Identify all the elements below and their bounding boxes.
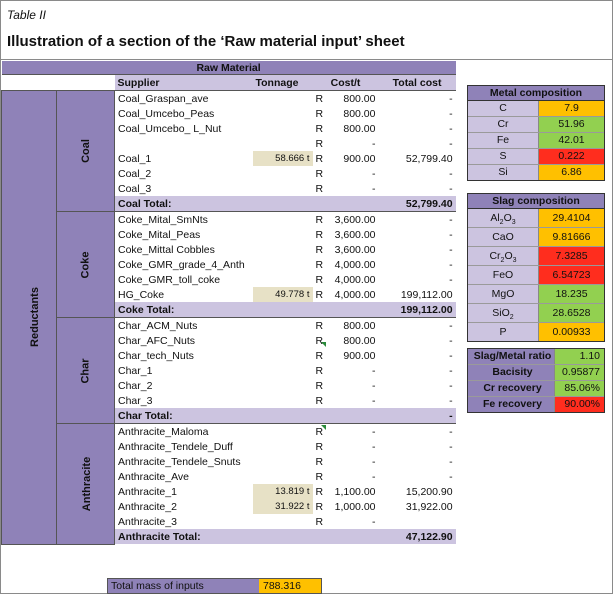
currency-cell: R	[315, 182, 324, 195]
oxide-name: SiO	[492, 307, 510, 319]
supplier-cell: Anthracite_1	[118, 485, 177, 498]
supplier-cell: Coal_Graspan_ave	[115, 91, 253, 107]
total-cost-cell: -	[379, 91, 456, 107]
cost-cell: 3,600.00	[334, 243, 376, 256]
element-value: 51.96	[539, 117, 604, 132]
supplier-cell: Coke_GMR_toll_coke	[118, 273, 221, 286]
metal-row	[468, 117, 604, 133]
group-total-label: Coke Total:	[115, 302, 379, 318]
tonnage-cell	[253, 166, 313, 181]
cell-comment-marker	[321, 425, 326, 430]
oxide-value: 29.4104	[539, 209, 604, 227]
metal-composition-heading: Metal composition	[468, 86, 604, 101]
total-cost-cell: -	[449, 364, 453, 377]
total-cost-cell: -	[449, 273, 453, 286]
total-cost-cell: 199,112.00	[400, 288, 453, 301]
oxide-name: Cr	[489, 250, 501, 262]
total-cost-cell: -	[379, 212, 456, 228]
oxide-value: 28.6528	[539, 304, 604, 322]
cost-cell: -	[372, 470, 376, 483]
total-cost-header: Total cost	[379, 75, 456, 91]
tonnage-cell	[253, 181, 313, 196]
ratio-row	[468, 349, 604, 365]
oxide-label	[468, 209, 539, 227]
cost-cell: 4,000.00	[334, 258, 376, 271]
slag-row	[468, 304, 604, 323]
oxide-label	[468, 323, 539, 341]
total-cost-cell: -	[379, 424, 456, 440]
total-cost-cell: 31,922.00	[405, 500, 453, 513]
currency-cell: R	[315, 288, 324, 301]
tonnage-cell	[253, 91, 313, 107]
group-total-value: -	[379, 408, 456, 424]
tonnage-cell	[253, 424, 313, 440]
oxide-value: 18.235	[539, 285, 604, 303]
oxide-label	[468, 247, 539, 265]
currency-cell: R	[313, 212, 327, 228]
total-cost-cell: -	[379, 318, 456, 334]
supplier-cell: Char_tech_Nuts	[118, 349, 194, 362]
currency-cell: R	[313, 318, 327, 334]
supplier-cell: Coal_Umcebo_ L_Nut	[118, 122, 222, 135]
cost-cell: 1,100.00	[334, 485, 376, 498]
cost-cell: 800.00	[343, 122, 376, 135]
supplier-cell: Char_2	[118, 379, 153, 392]
total-cost-cell: -	[449, 394, 453, 407]
cost-cell: -	[372, 182, 376, 195]
oxide-value: 0.00933	[539, 323, 604, 341]
oxide-name: O	[503, 212, 512, 224]
cost-cell: 3,600.00	[327, 212, 379, 228]
total-cost-cell: -	[449, 258, 453, 271]
cost-cell: -	[372, 379, 376, 392]
element-value: 7.9	[539, 101, 604, 116]
oxide-subscript: 2	[509, 314, 514, 322]
cost-cell: 900.00	[343, 349, 376, 362]
table-label: Table II	[7, 8, 46, 22]
tonnage-cell	[253, 378, 313, 393]
supplier-cell: Anthracite_Tendele_Snuts	[118, 455, 241, 468]
slag-row	[468, 247, 604, 266]
currency-cell: R	[315, 440, 324, 453]
supplier-cell: Anthracite_Ave	[118, 470, 190, 483]
cost-cell: -	[372, 167, 376, 180]
currency-cell: R	[315, 243, 324, 256]
currency-cell: R	[315, 228, 324, 241]
cost-cell: 800.00	[327, 91, 379, 107]
cost-cell: 800.00	[343, 107, 376, 120]
cost-cell: -	[327, 424, 379, 440]
oxide-label	[468, 266, 539, 284]
oxide-name: O	[504, 250, 513, 262]
cost-cell: 4,000.00	[334, 288, 376, 301]
currency-cell: R	[315, 122, 324, 135]
supplier-cell: Coal_2	[118, 167, 152, 180]
element-value: 6.86	[539, 165, 604, 180]
currency-cell: R	[315, 485, 324, 498]
table-row	[2, 212, 456, 228]
page-title: Illustration of a section of the ‘Raw material input’ sheet	[7, 33, 405, 50]
total-cost-cell: -	[449, 122, 453, 135]
supplier-cell: Char_3	[118, 394, 153, 407]
group-cell-coke	[57, 212, 115, 318]
group-label: Coal	[79, 139, 92, 163]
total-mass-label: Total mass of inputs	[108, 579, 259, 593]
cost-cell: 4,000.00	[334, 273, 376, 286]
supplier-cell: Coke_Mital_Peas	[118, 228, 201, 241]
total-cost-cell	[379, 514, 456, 529]
tonnage-header: Tonnage	[253, 75, 313, 91]
group-label: Anthracite	[81, 456, 94, 511]
supplier-cell: Anthracite_Tendele_Duff	[118, 440, 233, 453]
supplier-cell: Coke_Mittal Cobbles	[118, 243, 215, 256]
tonnage-cell	[253, 227, 313, 242]
metal-row	[468, 165, 604, 180]
tonnage-cell	[253, 348, 313, 363]
cost-cell: 1,000.00	[334, 500, 376, 513]
metal-row	[468, 101, 604, 117]
group-cell-anthracite	[57, 424, 115, 545]
cost-cell: -	[372, 440, 376, 453]
slag-composition-heading: Slag composition	[468, 194, 604, 209]
group-cell-coal	[57, 91, 115, 212]
supplier-cell: Anthracite_Maloma	[115, 424, 253, 440]
column-header-row	[2, 75, 456, 91]
group-cell-char	[57, 318, 115, 424]
oxide-name: P	[499, 326, 507, 338]
supplier-cell: Char_ACM_Nuts	[115, 318, 253, 334]
cost-cell: 800.00	[327, 318, 379, 334]
tonnage-cell: 58.666 t	[253, 151, 313, 166]
supplier-cell: Coke_Mital_SmNts	[115, 212, 253, 228]
cost-cell: 3,600.00	[334, 228, 376, 241]
currency-cell: R	[313, 91, 327, 107]
tonnage-cell	[253, 363, 313, 378]
ratio-label: Slag/Metal ratio	[468, 349, 555, 364]
tonnage-cell	[253, 257, 313, 272]
cost-cell: -	[372, 137, 376, 150]
tonnage-cell	[253, 439, 313, 454]
total-cost-cell: -	[449, 349, 453, 362]
element-value: 42.01	[539, 133, 604, 148]
total-cost-cell: -	[449, 137, 453, 150]
category-cell	[2, 91, 57, 545]
oxide-value: 9.81666	[539, 228, 604, 246]
total-cost-cell: 52,799.40	[405, 152, 453, 165]
element-label: C	[468, 101, 539, 116]
ratio-value: 0.95877	[555, 365, 604, 380]
tonnage-cell	[253, 121, 313, 136]
ratio-row	[468, 397, 604, 412]
total-cost-cell: -	[449, 440, 453, 453]
group-total-value: 199,112.00	[379, 302, 456, 318]
raw-material-heading: Raw Material	[2, 61, 456, 75]
category-label: Reductants	[28, 287, 41, 348]
header-spacer	[2, 75, 115, 91]
title-divider	[0, 59, 613, 60]
supplier-cell: Char_1	[118, 364, 153, 377]
slag-row	[468, 228, 604, 247]
element-value: 0.222	[539, 149, 604, 164]
currency-cell: R	[315, 273, 324, 286]
supplier-cell: HG_Coke	[118, 288, 165, 301]
cell-comment-marker	[321, 342, 326, 347]
tonnage-cell	[253, 469, 313, 484]
metal-composition-panel	[467, 85, 605, 181]
element-label: S	[468, 149, 539, 164]
group-total-value: 52,799.40	[379, 196, 456, 212]
oxide-label	[468, 304, 539, 322]
currency-cell: R	[315, 470, 324, 483]
ratio-label: Cr recovery	[468, 381, 555, 396]
total-mass-value: 788.316	[259, 579, 321, 593]
raw-material-table	[1, 61, 456, 545]
tonnage-cell	[253, 272, 313, 287]
raw-material-sheet	[1, 61, 455, 569]
total-cost-cell: -	[449, 379, 453, 392]
total-mass-box	[107, 578, 322, 594]
total-cost-cell: -	[449, 470, 453, 483]
tonnage-cell	[253, 393, 313, 408]
cost-cell: -	[372, 394, 376, 407]
ratio-value: 1.10	[555, 349, 604, 364]
currency-cell: R	[315, 455, 324, 468]
supplier-cell: Anthracite_2	[118, 500, 177, 513]
oxide-name: Al	[490, 212, 500, 224]
table-row	[2, 91, 456, 107]
slag-row	[468, 285, 604, 304]
supplier-cell: Coal_3	[118, 182, 152, 195]
total-cost-cell: -	[449, 182, 453, 195]
currency-cell: R	[315, 258, 324, 271]
total-cost-cell: -	[449, 334, 453, 347]
total-cost-cell: -	[449, 455, 453, 468]
ratio-label: Fe recovery	[468, 397, 555, 412]
ratios-panel	[467, 348, 605, 413]
total-cost-cell: -	[449, 228, 453, 241]
ratio-value: 90.00%	[555, 397, 604, 412]
slag-row	[468, 266, 604, 285]
group-total-value: 47,122.90	[379, 529, 456, 544]
tonnage-cell	[253, 514, 313, 529]
supplier-cell: Coke_GMR_grade_4_Anth	[118, 258, 245, 271]
cost-cell: 900.00	[343, 152, 376, 165]
slag-row	[468, 323, 604, 341]
oxide-subscript: 3	[512, 257, 517, 265]
supplier-header: Supplier	[115, 75, 253, 91]
currency-cell: R	[315, 364, 324, 377]
currency-cell: R	[315, 107, 324, 120]
table-row	[2, 424, 456, 440]
group-total-label: Char Total:	[115, 408, 379, 424]
currency-cell: R	[315, 334, 324, 347]
oxide-subscript: 2	[499, 219, 504, 227]
tonnage-cell: 31.922 t	[253, 499, 313, 514]
ratio-value: 85.06%	[555, 381, 604, 396]
element-label: Cr	[468, 117, 539, 132]
oxide-value: 6.54723	[539, 266, 604, 284]
currency-cell: R	[315, 515, 324, 528]
group-label: Char	[79, 357, 92, 384]
ratio-row	[468, 365, 604, 381]
group-total-label: Anthracite Total:	[115, 529, 379, 544]
currency-cell: R	[315, 137, 324, 150]
total-cost-cell: -	[449, 243, 453, 256]
element-label: Si	[468, 165, 539, 180]
raw-header-row	[2, 61, 456, 75]
supplier-cell: Coal_1	[118, 152, 152, 165]
tonnage-cell: 49.778 t	[253, 287, 313, 302]
currency-cell: R	[315, 379, 324, 392]
slag-row	[468, 209, 604, 228]
cost-cell: 800.00	[343, 334, 376, 347]
currency-cell: R	[315, 152, 324, 165]
tonnage-cell	[253, 136, 313, 151]
oxide-name: FeO	[492, 269, 514, 281]
slag-composition-panel	[467, 193, 605, 342]
supplier-cell	[115, 136, 253, 151]
oxide-value: 7.3285	[539, 247, 604, 265]
tonnage-cell	[253, 212, 313, 228]
oxide-subscript: 2	[500, 257, 505, 265]
supplier-cell: Char_AFC_Nuts	[118, 334, 196, 347]
total-cost-cell: -	[449, 107, 453, 120]
oxide-label	[468, 228, 539, 246]
currency-cell: R	[315, 394, 324, 407]
metal-row	[468, 133, 604, 149]
tonnage-cell	[253, 454, 313, 469]
oxide-subscript: 3	[511, 219, 516, 227]
currency-cell: R	[315, 167, 324, 180]
oxide-name: CaO	[492, 231, 514, 243]
element-label: Fe	[468, 133, 539, 148]
oxide-label	[468, 285, 539, 303]
ratio-label: Bacisity	[468, 365, 555, 380]
cost-cell: -	[372, 515, 376, 528]
metal-row	[468, 149, 604, 165]
tonnage-cell	[253, 333, 313, 348]
total-cost-cell: -	[449, 167, 453, 180]
cost-cell: -	[372, 455, 376, 468]
ratio-row	[468, 381, 604, 397]
currency-cell: R	[315, 500, 324, 513]
supplier-cell: Coal_Umcebo_Peas	[118, 107, 215, 120]
tonnage-cell	[253, 318, 313, 334]
total-cost-cell: 15,200.90	[405, 485, 453, 498]
currency-cell: R	[315, 349, 324, 362]
oxide-name: MgO	[491, 288, 515, 300]
cost-cell: -	[372, 364, 376, 377]
group-label: Coke	[79, 251, 92, 278]
group-total-label: Coal Total:	[115, 196, 379, 212]
supplier-cell: Anthracite_3	[118, 515, 177, 528]
currency-cell: R	[313, 424, 327, 440]
cost-header: Cost/t	[313, 75, 379, 91]
tonnage-cell	[253, 242, 313, 257]
tonnage-cell	[253, 106, 313, 121]
table-row	[2, 318, 456, 334]
tonnage-cell: 13.819 t	[253, 484, 313, 499]
